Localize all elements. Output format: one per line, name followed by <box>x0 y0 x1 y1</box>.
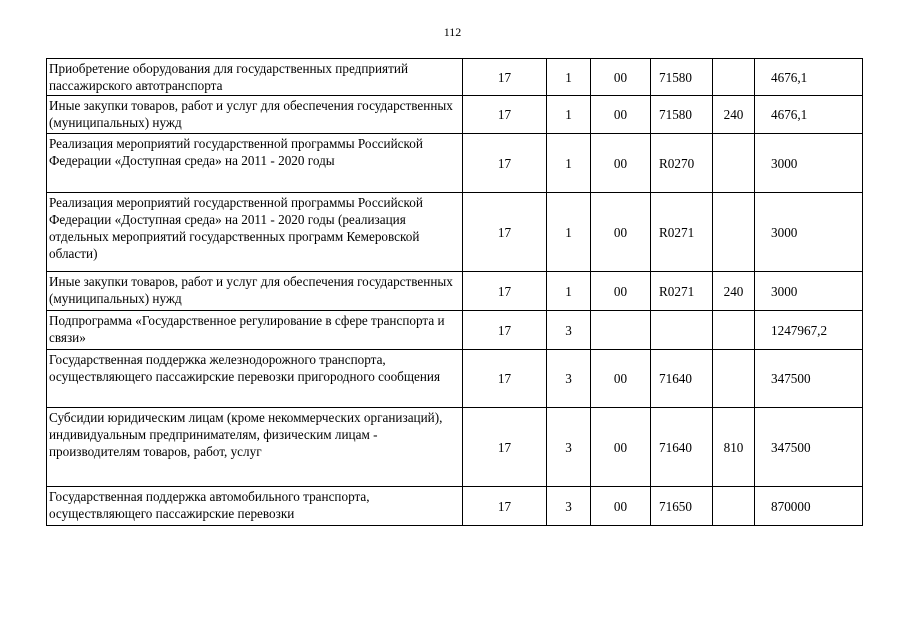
subsection-cell: 3 <box>547 311 591 350</box>
expense-type-cell <box>713 59 755 96</box>
target-code-cell: 71640 <box>651 350 713 408</box>
program-cell: 00 <box>591 487 651 526</box>
subsection-cell: 1 <box>547 193 591 272</box>
amount-cell: 3000 <box>755 272 863 311</box>
table-row <box>47 487 863 526</box>
section-cell: 17 <box>463 134 547 193</box>
expense-type-cell <box>713 134 755 193</box>
target-code-cell: R0271 <box>651 193 713 272</box>
subsection-cell: 1 <box>547 96 591 134</box>
target-code-cell: R0270 <box>651 134 713 193</box>
target-code-cell: R0271 <box>651 272 713 311</box>
item-name-cell: Иные закупки товаров, работ и услуг для обеспечения государственных (муниципальных) нужд <box>47 96 463 134</box>
expense-type-cell <box>713 487 755 526</box>
subsection-cell: 3 <box>547 350 591 408</box>
amount-cell: 3000 <box>755 134 863 193</box>
subsection-cell: 1 <box>547 59 591 96</box>
amount-cell: 1247967,2 <box>755 311 863 350</box>
item-name-cell: Иные закупки товаров, работ и услуг для обеспечения государственных (муниципальных) нужд <box>47 272 463 311</box>
item-name-cell: Приобретение оборудования для государственных предприятий пассажирского автотранспорта <box>47 59 463 96</box>
program-cell: 00 <box>591 272 651 311</box>
section-cell: 17 <box>463 96 547 134</box>
program-cell: 00 <box>591 96 651 134</box>
program-cell: 00 <box>591 408 651 487</box>
item-name-cell: Государственная поддержка железнодорожного транспорта, осуществляющего пассажирские перевозки пригородного сообщения <box>47 350 463 408</box>
expense-type-cell <box>713 193 755 272</box>
table-row <box>47 96 863 134</box>
target-code-cell: 71650 <box>651 487 713 526</box>
program-cell: 00 <box>591 193 651 272</box>
program-cell: 00 <box>591 59 651 96</box>
item-name-cell: Реализация мероприятий государственной программы Российской Федерации «Доступная среда» на 2011 - 2020 годы (реализация отдельных мероприятий государственных программ Кемеровской области) <box>47 193 463 272</box>
section-cell: 17 <box>463 408 547 487</box>
amount-cell: 4676,1 <box>755 59 863 96</box>
table-row <box>47 193 863 272</box>
expense-type-cell: 240 <box>713 272 755 311</box>
target-code-cell <box>651 311 713 350</box>
section-cell: 17 <box>463 193 547 272</box>
program-cell: 00 <box>591 134 651 193</box>
table-row <box>47 272 863 311</box>
section-cell: 17 <box>463 59 547 96</box>
item-name-cell: Подпрограмма «Государственное регулирование в сфере транспорта и связи» <box>47 311 463 350</box>
amount-cell: 4676,1 <box>755 96 863 134</box>
subsection-cell: 1 <box>547 134 591 193</box>
target-code-cell: 71580 <box>651 96 713 134</box>
section-cell: 17 <box>463 487 547 526</box>
item-name-cell: Субсидии юридическим лицам (кроме некоммерческих организаций), индивидуальным предпринимателям, физическим лицам - производителям товаров, работ, услуг <box>47 408 463 487</box>
subsection-cell: 3 <box>547 487 591 526</box>
subsection-cell: 1 <box>547 272 591 311</box>
budget-table <box>46 58 863 526</box>
amount-cell: 347500 <box>755 350 863 408</box>
table-row <box>47 311 863 350</box>
amount-cell: 870000 <box>755 487 863 526</box>
page-number: 112 <box>443 25 462 39</box>
subsection-cell: 3 <box>547 408 591 487</box>
amount-cell: 3000 <box>755 193 863 272</box>
amount-cell: 347500 <box>755 408 863 487</box>
expense-type-cell: 810 <box>713 408 755 487</box>
section-cell: 17 <box>463 311 547 350</box>
table-row <box>47 408 863 487</box>
expense-type-cell: 240 <box>713 96 755 134</box>
item-name-cell: Государственная поддержка автомобильного транспорта, осуществляющего пассажирские перевозки <box>47 487 463 526</box>
budget-table-body <box>47 59 863 526</box>
section-cell: 17 <box>463 272 547 311</box>
expense-type-cell <box>713 350 755 408</box>
target-code-cell: 71640 <box>651 408 713 487</box>
section-cell: 17 <box>463 350 547 408</box>
program-cell <box>591 311 651 350</box>
table-row <box>47 134 863 193</box>
expense-type-cell <box>713 311 755 350</box>
program-cell: 00 <box>591 350 651 408</box>
table-row <box>47 59 863 96</box>
table-row <box>47 350 863 408</box>
target-code-cell: 71580 <box>651 59 713 96</box>
item-name-cell: Реализация мероприятий государственной программы Российской Федерации «Доступная среда» на 2011 - 2020 годы <box>47 134 463 193</box>
